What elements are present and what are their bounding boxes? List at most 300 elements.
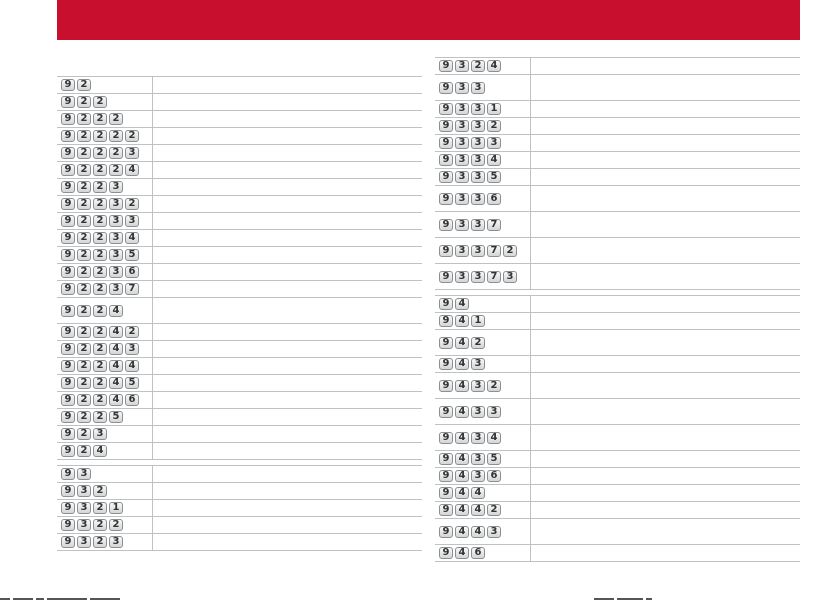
keycap: 2: [487, 380, 501, 392]
keycap: 2: [93, 215, 107, 227]
table-row: [435, 330, 800, 356]
key-sequence: [435, 238, 531, 263]
table-row: [435, 313, 800, 330]
keycap: 3: [471, 432, 485, 444]
key-sequence: [57, 517, 153, 533]
key-sequence: [57, 392, 153, 408]
keycap: 9: [61, 445, 75, 457]
key-sequence: [435, 519, 531, 544]
description-cell: [153, 264, 422, 280]
keycap: 3: [455, 245, 469, 257]
key-sequence: [435, 330, 531, 355]
keycap: 2: [77, 394, 91, 406]
table-row: [57, 111, 422, 128]
table-row: [435, 169, 800, 186]
key-sequence: [57, 179, 153, 195]
keycap: 2: [77, 113, 91, 125]
keycap: 9: [439, 154, 453, 166]
keycap: 3: [109, 536, 123, 548]
keycap: 2: [125, 130, 139, 142]
key-sequence: [435, 485, 531, 501]
keycap: 2: [125, 198, 139, 210]
keycap: 9: [61, 96, 75, 108]
description-cell: [531, 135, 800, 151]
key-sequence: [57, 247, 153, 263]
keycap: 9: [61, 164, 75, 176]
key-sequence: [435, 545, 531, 561]
table-row: [435, 186, 800, 212]
table-row: [57, 162, 422, 179]
keycap: 2: [77, 305, 91, 317]
keycap: 9: [61, 485, 75, 497]
keycap: 9: [61, 411, 75, 423]
table-row: [435, 238, 800, 264]
keycap: 4: [455, 315, 469, 327]
table-row: [57, 409, 422, 426]
keycap: 2: [77, 266, 91, 278]
keycap: 3: [455, 171, 469, 183]
keycap: 3: [455, 120, 469, 132]
keycap: 2: [77, 198, 91, 210]
keycap: 9: [439, 137, 453, 149]
keycap: 3: [471, 245, 485, 257]
description-cell: [531, 451, 800, 467]
keycap: 2: [93, 377, 107, 389]
keycap: 3: [125, 147, 139, 159]
description-cell: [153, 94, 422, 110]
key-sequence: [57, 230, 153, 246]
key-sequence: [57, 77, 153, 93]
description-cell: [531, 264, 800, 289]
keycap: 2: [77, 164, 91, 176]
keycap: 4: [455, 453, 469, 465]
keycap: 4: [109, 394, 123, 406]
key-sequence: [57, 298, 153, 323]
keycap: 9: [439, 103, 453, 115]
description-cell: [531, 296, 800, 312]
keycap: 2: [93, 536, 107, 548]
keycap: 2: [93, 96, 107, 108]
shortcut-table-right: [435, 57, 800, 562]
keycap: 3: [471, 82, 485, 94]
keycap: 3: [471, 219, 485, 231]
table-row: [435, 135, 800, 152]
description-cell: [531, 186, 800, 211]
shortcut-group: [57, 76, 422, 460]
keycap: 9: [61, 249, 75, 261]
keycap: 9: [61, 468, 75, 480]
keycap: 9: [439, 193, 453, 205]
keycap: 7: [487, 271, 501, 283]
key-sequence: [57, 443, 153, 459]
keycap: 4: [125, 360, 139, 372]
keycap: 4: [487, 154, 501, 166]
keycap: 4: [455, 432, 469, 444]
keycap: 3: [109, 249, 123, 261]
keycap: 4: [487, 432, 501, 444]
table-row: [435, 264, 800, 290]
description-cell: [153, 111, 422, 127]
keycap: 9: [61, 377, 75, 389]
key-sequence: [57, 213, 153, 229]
keycap: 4: [455, 470, 469, 482]
keycap: 3: [471, 470, 485, 482]
keycap: 9: [61, 305, 75, 317]
table-row: [435, 468, 800, 485]
keycap: 3: [77, 519, 91, 531]
keycap: 9: [61, 360, 75, 372]
description-cell: [153, 466, 422, 482]
keycap: 3: [109, 283, 123, 295]
description-cell: [531, 118, 800, 134]
keycap: 2: [93, 198, 107, 210]
key-sequence: [57, 281, 153, 297]
keycap: 9: [439, 271, 453, 283]
table-row: [435, 451, 800, 468]
description-cell: [531, 58, 800, 74]
keycap: 2: [77, 147, 91, 159]
key-sequence: [435, 451, 531, 467]
keycap: 2: [93, 305, 107, 317]
keycap: 7: [125, 283, 139, 295]
keycap: 3: [471, 137, 485, 149]
key-sequence: [57, 500, 153, 516]
table-row: [57, 358, 422, 375]
keycap: 2: [503, 245, 517, 257]
keycap: 6: [125, 266, 139, 278]
keycap: 9: [439, 171, 453, 183]
table-row: [435, 118, 800, 135]
keycap: 4: [455, 358, 469, 370]
key-sequence: [57, 358, 153, 374]
key-sequence: [435, 502, 531, 518]
description-cell: [153, 426, 422, 442]
keycap: 2: [77, 445, 91, 457]
keycap: 9: [61, 181, 75, 193]
table-row: [57, 77, 422, 94]
keycap: 2: [93, 249, 107, 261]
key-sequence: [435, 152, 531, 168]
keycap: 3: [109, 266, 123, 278]
key-sequence: [57, 94, 153, 110]
keycap: 9: [61, 343, 75, 355]
description-cell: [531, 152, 800, 168]
table-row: [435, 296, 800, 313]
keycap: 9: [439, 219, 453, 231]
keycap: 4: [109, 305, 123, 317]
keycap: 9: [61, 502, 75, 514]
description-cell: [531, 212, 800, 237]
keycap: 9: [61, 519, 75, 531]
table-row: [57, 341, 422, 358]
keycap: 9: [439, 245, 453, 257]
table-row: [57, 466, 422, 483]
keycap: 5: [109, 411, 123, 423]
keycap: 3: [125, 215, 139, 227]
keycap: 2: [77, 130, 91, 142]
keycap: 9: [439, 120, 453, 132]
keycap: 3: [471, 271, 485, 283]
keycap: 3: [471, 103, 485, 115]
keycap: 2: [93, 164, 107, 176]
keycap: 9: [61, 113, 75, 125]
key-sequence: [57, 534, 153, 550]
table-row: [57, 500, 422, 517]
keycap: 9: [61, 198, 75, 210]
keycap: 9: [61, 232, 75, 244]
table-row: [57, 298, 422, 324]
table-row: [57, 213, 422, 230]
footer-left-marks: [0, 588, 123, 596]
keycap: 9: [439, 470, 453, 482]
keycap: 2: [93, 181, 107, 193]
description-cell: [531, 468, 800, 484]
table-row: [57, 145, 422, 162]
table-row: [435, 399, 800, 425]
shortcut-table-left: [57, 76, 422, 551]
keycap: 2: [77, 411, 91, 423]
table-row: [57, 247, 422, 264]
keycap: 1: [471, 315, 485, 327]
keycap: 9: [61, 266, 75, 278]
keycap: 2: [93, 485, 107, 497]
key-sequence: [57, 162, 153, 178]
keycap: 3: [109, 181, 123, 193]
keycap: 4: [109, 360, 123, 372]
keycap: 4: [455, 504, 469, 516]
table-row: [435, 502, 800, 519]
description-cell: [531, 356, 800, 372]
keycap: 9: [61, 147, 75, 159]
keycap: 3: [471, 380, 485, 392]
description-cell: [531, 313, 800, 329]
key-sequence: [435, 186, 531, 211]
key-sequence: [57, 145, 153, 161]
keycap: 2: [109, 519, 123, 531]
keycap: 2: [77, 232, 91, 244]
keycap: 3: [455, 193, 469, 205]
keycap: 3: [455, 60, 469, 72]
keycap: 3: [109, 198, 123, 210]
description-cell: [153, 500, 422, 516]
keycap: 3: [455, 219, 469, 231]
description-cell: [531, 425, 800, 450]
keycap: 9: [439, 337, 453, 349]
keycap: 4: [93, 445, 107, 457]
keycap: 2: [93, 360, 107, 372]
key-sequence: [57, 341, 153, 357]
keycap: 5: [487, 171, 501, 183]
keycap: 9: [439, 358, 453, 370]
keycap: 6: [487, 470, 501, 482]
key-sequence: [435, 58, 531, 74]
keycap: 2: [93, 113, 107, 125]
keycap: 9: [61, 283, 75, 295]
description-cell: [531, 519, 800, 544]
keycap: 4: [487, 60, 501, 72]
keycap: 2: [93, 266, 107, 278]
keycap: 4: [471, 504, 485, 516]
key-sequence: [57, 128, 153, 144]
keycap: 4: [471, 487, 485, 499]
keycap: 5: [487, 453, 501, 465]
keycap: 9: [439, 315, 453, 327]
key-sequence: [57, 264, 153, 280]
keycap: 2: [487, 504, 501, 516]
keycap: 2: [77, 343, 91, 355]
keycap: 1: [109, 502, 123, 514]
description-cell: [153, 409, 422, 425]
keycap: 2: [93, 519, 107, 531]
keycap: 9: [439, 487, 453, 499]
keycap: 7: [487, 219, 501, 231]
description-cell: [153, 483, 422, 499]
keycap: 9: [61, 326, 75, 338]
key-sequence: [57, 426, 153, 442]
description-cell: [153, 392, 422, 408]
keycap: 2: [77, 428, 91, 440]
keycap: 3: [471, 171, 485, 183]
keycap: 2: [93, 502, 107, 514]
keycap: 9: [61, 130, 75, 142]
keycap: 4: [455, 406, 469, 418]
keycap: 9: [439, 504, 453, 516]
footer-right-marks: [594, 588, 655, 596]
keycap: 2: [77, 249, 91, 261]
key-sequence: [435, 313, 531, 329]
header-banner: [57, 0, 800, 40]
keycap: 3: [471, 120, 485, 132]
table-row: [57, 517, 422, 534]
keycap: 2: [77, 215, 91, 227]
keycap: 4: [109, 377, 123, 389]
table-row: [57, 281, 422, 298]
description-cell: [153, 375, 422, 391]
keycap: 9: [439, 380, 453, 392]
description-cell: [531, 330, 800, 355]
keycap: 5: [125, 377, 139, 389]
keycap: 2: [109, 164, 123, 176]
description-cell: [153, 213, 422, 229]
keycap: 4: [125, 232, 139, 244]
keycap: 3: [455, 154, 469, 166]
keycap: 2: [471, 60, 485, 72]
keycap: 2: [77, 79, 91, 91]
description-cell: [531, 75, 800, 100]
table-row: [57, 264, 422, 281]
keycap: 3: [471, 193, 485, 205]
key-sequence: [435, 101, 531, 117]
key-sequence: [57, 466, 153, 482]
keycap: 3: [487, 406, 501, 418]
description-cell: [531, 238, 800, 263]
keycap: 4: [109, 326, 123, 338]
keycap: 3: [471, 453, 485, 465]
keycap: 3: [455, 271, 469, 283]
shortcut-group: [435, 57, 800, 290]
table-row: [57, 324, 422, 341]
keycap: 6: [487, 193, 501, 205]
table-row: [57, 426, 422, 443]
keycap: 9: [61, 536, 75, 548]
keycap: 2: [93, 147, 107, 159]
table-row: [57, 230, 422, 247]
description-cell: [153, 196, 422, 212]
description-cell: [531, 502, 800, 518]
keycap: 2: [93, 283, 107, 295]
keycap: 2: [93, 394, 107, 406]
description-cell: [531, 399, 800, 424]
description-cell: [153, 77, 422, 93]
key-sequence: [435, 468, 531, 484]
table-row: [57, 375, 422, 392]
keycap: 9: [439, 60, 453, 72]
keycap: 9: [439, 432, 453, 444]
keycap: 4: [455, 487, 469, 499]
key-sequence: [435, 135, 531, 151]
shortcut-group: [435, 295, 800, 562]
keycap: 2: [93, 411, 107, 423]
description-cell: [153, 230, 422, 246]
keycap: 3: [77, 468, 91, 480]
key-sequence: [57, 324, 153, 340]
keycap: 9: [439, 453, 453, 465]
keycap: 3: [109, 232, 123, 244]
keycap: 9: [61, 394, 75, 406]
description-cell: [153, 145, 422, 161]
keycap: 2: [471, 337, 485, 349]
key-sequence: [57, 409, 153, 425]
keycap: 2: [93, 343, 107, 355]
key-sequence: [57, 196, 153, 212]
table-row: [57, 128, 422, 145]
keycap: 4: [455, 337, 469, 349]
keycap: 5: [125, 249, 139, 261]
keycap: 9: [439, 526, 453, 538]
description-cell: [153, 298, 422, 323]
table-row: [435, 373, 800, 399]
keycap: 7: [487, 245, 501, 257]
key-sequence: [435, 373, 531, 398]
table-row: [435, 152, 800, 169]
keycap: 3: [487, 137, 501, 149]
keycap: 2: [93, 232, 107, 244]
key-sequence: [435, 212, 531, 237]
key-sequence: [435, 296, 531, 312]
description-cell: [531, 101, 800, 117]
description-cell: [153, 443, 422, 459]
table-row: [435, 101, 800, 118]
keycap: 3: [455, 82, 469, 94]
keycap: 2: [109, 130, 123, 142]
description-cell: [153, 324, 422, 340]
table-row: [435, 425, 800, 451]
description-cell: [153, 247, 422, 263]
description-cell: [531, 169, 800, 185]
keycap: 3: [109, 215, 123, 227]
keycap: 2: [487, 120, 501, 132]
table-row: [57, 94, 422, 111]
key-sequence: [435, 118, 531, 134]
table-row: [57, 483, 422, 500]
keycap: 3: [503, 271, 517, 283]
table-row: [57, 179, 422, 196]
keycap: 4: [455, 526, 469, 538]
keycap: 2: [77, 181, 91, 193]
key-sequence: [435, 75, 531, 100]
table-row: [435, 545, 800, 562]
table-row: [57, 443, 422, 460]
